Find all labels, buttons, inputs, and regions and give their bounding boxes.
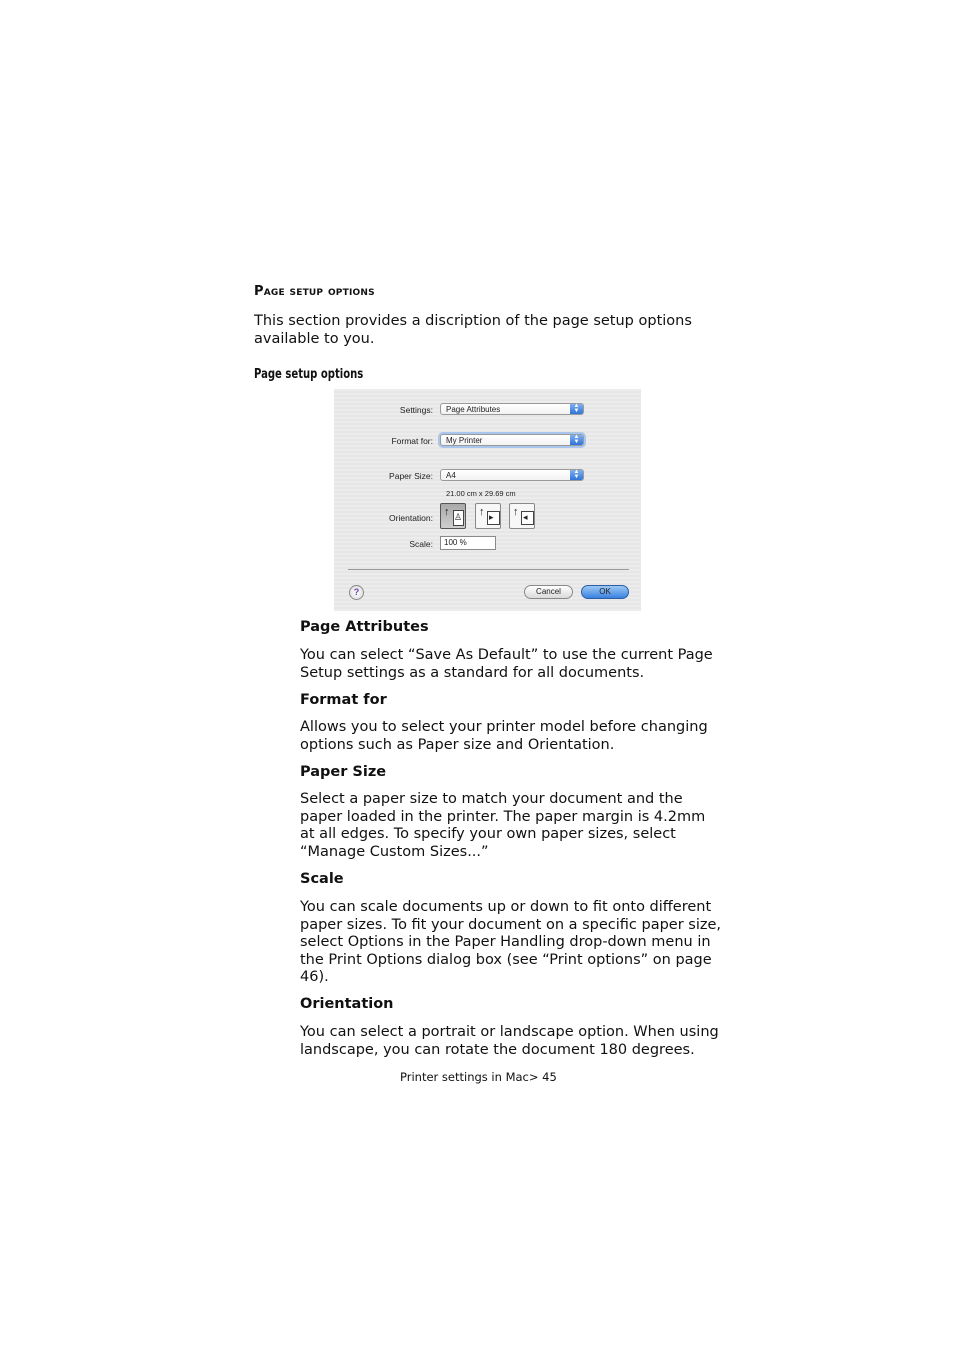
paragraph-paper-size: Select a paper size to match your document and the paper loaded in the printer. The paper margin is 4.2mm at all edges. To specify your own paper sizes, select “Manage Custom Sizes...” xyxy=(300,791,706,860)
format-for-label: Format for: xyxy=(391,436,433,446)
orientation-label: Orientation: xyxy=(389,513,433,523)
settings-popup[interactable] xyxy=(440,403,584,415)
intro-paragraph: This section provides a discription of the page setup options available to you. xyxy=(254,313,692,347)
scale-value: 100 % xyxy=(444,538,467,547)
format-for-value: My Printer xyxy=(446,436,483,445)
person-icon: ▸ xyxy=(489,512,494,522)
help-icon[interactable]: ? xyxy=(349,585,364,600)
settings-value: Page Attributes xyxy=(446,405,501,414)
format-for-popup[interactable] xyxy=(440,434,584,446)
scale-label: Scale: xyxy=(409,539,433,549)
paragraph-scale: You can scale documents up or down to fit onto different paper sizes. To fit your document on a specific paper size, select Options in the Paper Handling drop-down menu in the Print Options dialog box (see “Print options” on page 46). xyxy=(300,899,722,985)
paragraph-format-for: Allows you to select your printer model before changing options such as Paper size and Orientation. xyxy=(300,719,708,753)
figure-caption: Page setup options xyxy=(254,367,364,382)
up-arrow-icon: ↑ xyxy=(444,506,450,518)
paper-size-popup[interactable] xyxy=(440,469,584,481)
paragraph-orientation: You can select a portrait or landscape option. When using landscape, you can rotate the document 180 degrees. xyxy=(300,1024,719,1058)
divider xyxy=(348,569,629,570)
paper-size-label: Paper Size: xyxy=(389,471,433,481)
person-icon: ◂ xyxy=(523,512,528,522)
paragraph-page-attributes: You can select “Save As Default” to use the current Page Setup settings as a standard for all documents. xyxy=(300,647,713,681)
section-title: Page setup options xyxy=(254,284,375,299)
heading-format-for: Format for xyxy=(300,692,387,708)
cancel-button[interactable]: Cancel xyxy=(524,585,573,599)
orientation-landscape-button[interactable] xyxy=(475,503,501,529)
popup-arrows-icon: ▲ ▼ xyxy=(570,404,583,414)
orientation-portrait-button[interactable] xyxy=(440,503,466,529)
scale-input[interactable] xyxy=(440,536,496,550)
settings-label: Settings: xyxy=(399,405,433,415)
popup-arrows-icon: ▲ ▼ xyxy=(570,470,583,480)
popup-arrows-icon: ▲ ▼ xyxy=(570,435,583,445)
heading-orientation: Orientation xyxy=(300,996,394,1012)
heading-page-attributes: Page Attributes xyxy=(300,619,429,635)
heading-paper-size: Paper Size xyxy=(300,764,387,780)
heading-scale: Scale xyxy=(300,871,344,887)
ok-button[interactable]: OK xyxy=(581,585,629,599)
paper-size-value: A4 xyxy=(446,471,456,480)
orientation-reverse-landscape-button[interactable] xyxy=(509,503,535,529)
up-arrow-icon: ↑ xyxy=(479,506,485,518)
up-arrow-icon: ↑ xyxy=(513,506,519,518)
page-setup-dialog xyxy=(334,389,641,611)
page-footer: Printer settings in Mac> 45 xyxy=(400,1070,557,1084)
paper-dimensions: 21.00 cm x 29.69 cm xyxy=(446,489,516,498)
person-icon: ♙ xyxy=(454,512,463,522)
